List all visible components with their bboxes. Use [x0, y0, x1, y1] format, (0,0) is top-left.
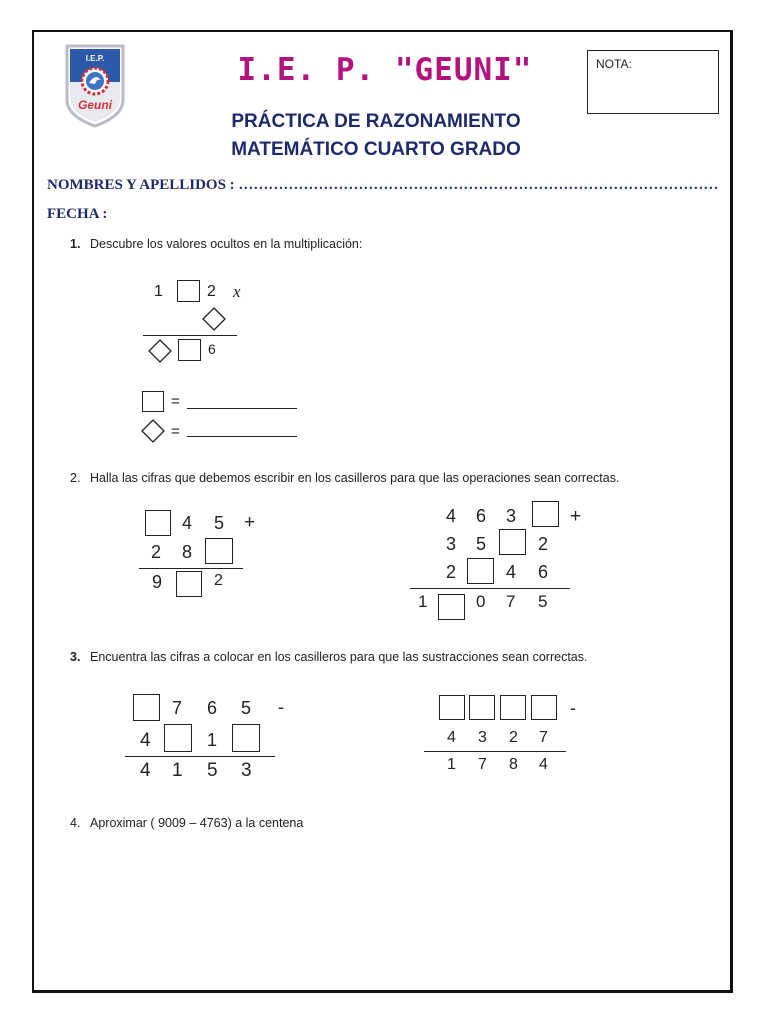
- logo-bottom-text: Geuni: [77, 98, 113, 112]
- q3-digit: 5: [241, 698, 252, 718]
- equals-sign: =: [171, 393, 180, 410]
- question-4-text: Aproximar ( 9009 – 4763) a la centena: [90, 816, 304, 830]
- q2-digit: 2: [446, 562, 457, 582]
- multiply-sign: x: [233, 282, 241, 301]
- shield-logo-icon: [64, 42, 126, 128]
- diamond-icon: [140, 418, 166, 444]
- q3-result-digit: 5: [207, 760, 218, 781]
- q3-answer-box[interactable]: [439, 695, 465, 720]
- logo-top-text: I.E.P.: [85, 54, 105, 63]
- q1-answer-line-box[interactable]: [187, 408, 297, 409]
- minus-sign: -: [570, 698, 576, 718]
- q3-digit: 1: [207, 730, 218, 750]
- q2-digit: 8: [182, 542, 193, 562]
- q2-digit: 5: [476, 534, 487, 554]
- question-3-text: Encuentra las cifras a colocar en los casilleros para que las sustracciones sean correctas.: [90, 650, 588, 664]
- q2-result-digit: 7: [506, 592, 516, 611]
- q2-digit: 2: [538, 534, 549, 554]
- q3-answer-box[interactable]: [531, 695, 557, 720]
- q2-digit: 3: [446, 534, 457, 554]
- q3-answer-box[interactable]: [500, 695, 526, 720]
- q1-answer-box[interactable]: [178, 339, 201, 361]
- q3-left-result-line: [125, 756, 275, 757]
- q1-answer-line-diamond[interactable]: [187, 436, 297, 437]
- q2-digit: 3: [506, 506, 517, 526]
- q3-digit: 4: [447, 729, 456, 746]
- question-3: [70, 650, 587, 664]
- q2-answer-box[interactable]: [532, 501, 559, 527]
- question-3-number: 3.: [70, 650, 81, 664]
- diamond-icon[interactable]: [147, 338, 173, 364]
- q3-result-digit: 1: [447, 756, 456, 773]
- minus-sign: -: [278, 697, 284, 717]
- q1-answer-box[interactable]: [177, 280, 200, 302]
- q2-digit: 4: [506, 562, 517, 582]
- page-border: [32, 30, 733, 993]
- question-2-number: 2.: [70, 471, 81, 485]
- q3-digit: 7: [539, 729, 548, 746]
- q3-result-digit: 3: [241, 760, 252, 781]
- q3-answer-box[interactable]: [164, 724, 192, 752]
- q3-right-result-line: [424, 751, 566, 752]
- q3-digit: 6: [207, 698, 218, 718]
- school-logo: [64, 42, 126, 128]
- q2-result-digit: 1: [418, 592, 428, 611]
- q3-result-digit: 8: [509, 756, 518, 773]
- q2-answer-box[interactable]: [176, 571, 202, 597]
- date-field[interactable]: FECHA :: [47, 206, 108, 222]
- q1-legend-box: [142, 391, 164, 412]
- subtitle-line-1: PRÁCTICA DE RAZONAMIENTO: [231, 111, 521, 132]
- grade-box[interactable]: [587, 50, 719, 114]
- question-2-text: Halla las cifras que debemos escribir en los casilleros para que las operaciones sean correctas.: [90, 471, 620, 485]
- worksheet-subtitle: [186, 108, 566, 164]
- q2-result-digit: 5: [538, 592, 548, 611]
- q3-result-digit: 4: [140, 760, 151, 781]
- q1-digit: 1: [154, 283, 163, 300]
- question-1-number: 1.: [70, 237, 81, 251]
- q2-result-digit: 9: [152, 572, 163, 592]
- question-2: [70, 471, 619, 485]
- q3-digit: 3: [478, 729, 487, 746]
- q1-digit: 2: [207, 283, 216, 300]
- plus-sign: +: [244, 512, 256, 533]
- name-field[interactable]: NOMBRES Y APELLIDOS : ……………………………………………………………………………………: [47, 177, 719, 193]
- q3-answer-box[interactable]: [232, 724, 260, 752]
- q2-digit: 4: [446, 506, 457, 526]
- q2-answer-box[interactable]: [145, 510, 171, 536]
- q3-result-digit: 7: [478, 756, 487, 773]
- q2-digit: 5: [214, 513, 225, 533]
- question-4-number: 4.: [70, 816, 81, 830]
- q2-answer-box[interactable]: [438, 594, 465, 620]
- question-4: [70, 816, 303, 830]
- plus-sign: +: [570, 506, 582, 527]
- q3-digit: 4: [140, 730, 151, 751]
- q3-result-digit: 4: [539, 756, 548, 773]
- q2-digit: 4: [182, 513, 193, 533]
- q1-result-line: [143, 335, 237, 336]
- q2-digit: 6: [476, 506, 487, 526]
- q3-digit: 7: [172, 698, 183, 718]
- grade-label: NOTA:: [596, 57, 632, 71]
- question-1-text: Descubre los valores ocultos en la multiplicación:: [90, 237, 363, 251]
- q2-digit: 2: [151, 542, 162, 562]
- q2-result-digit: 2: [214, 572, 223, 589]
- diamond-icon[interactable]: [201, 306, 227, 332]
- q3-result-digit: 1: [172, 760, 183, 781]
- q1-result-digit: 6: [208, 341, 216, 357]
- q3-answer-box[interactable]: [469, 695, 495, 720]
- q2-answer-box[interactable]: [205, 538, 233, 564]
- q2-right-result-line: [410, 588, 570, 589]
- q2-left-result-line: [139, 568, 243, 569]
- question-1: [70, 237, 362, 251]
- q2-result-digit: 0: [476, 592, 486, 611]
- q3-answer-box[interactable]: [133, 694, 160, 721]
- subtitle-line-2: MATEMÁTICO CUARTO GRADO: [231, 139, 521, 160]
- equals-sign: =: [171, 423, 180, 440]
- q2-answer-box[interactable]: [467, 558, 494, 584]
- school-title: I.E. P. "GEUNI": [237, 52, 533, 88]
- q2-answer-box[interactable]: [499, 529, 526, 555]
- q3-digit: 2: [509, 729, 518, 746]
- q2-digit: 6: [538, 562, 549, 582]
